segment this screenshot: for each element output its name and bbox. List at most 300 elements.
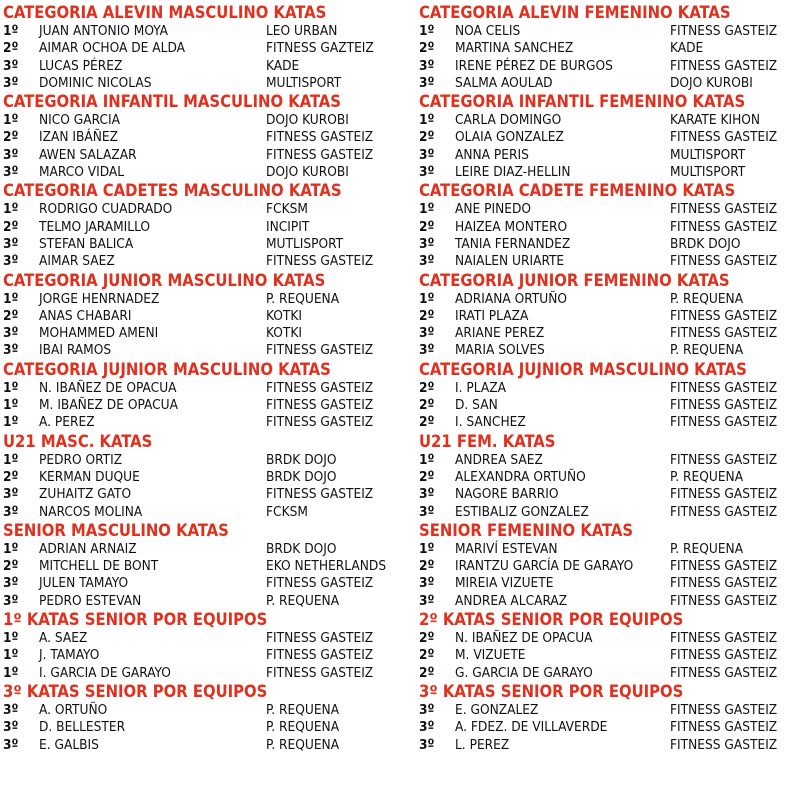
result-row — [3, 719, 403, 736]
club-name: KARATE KIHON — [670, 112, 761, 129]
club-name: FITNESS GAZTEIZ — [266, 40, 374, 57]
athlete-name: ADRIANA ORTUÑO — [455, 290, 567, 307]
placement: 2º — [419, 218, 435, 235]
athlete-name: E. GALBIS — [39, 736, 99, 753]
athlete-name: JORGE HENRNADEZ — [39, 290, 160, 307]
category-title: CATEGORIA CADETES MASCULINO KATAS — [3, 181, 342, 201]
club-name: FITNESS GASTEIZ — [266, 575, 374, 592]
placement: 1º — [3, 201, 19, 218]
club-name: FITNESS GASTEIZ — [266, 630, 374, 647]
result-row — [3, 129, 403, 146]
placement: 1º — [419, 112, 435, 129]
athlete-name: AIMAR SAEZ — [39, 253, 115, 270]
result-row — [3, 147, 403, 164]
club-name: FITNESS GASTEIZ — [670, 253, 778, 270]
athlete-name: OLAIA GONZALEZ — [455, 129, 564, 146]
category-title: CATEGORIA INFANTIL MASCULINO KATAS — [3, 92, 341, 112]
athlete-name: JUAN ANTONIO MOYA — [39, 23, 169, 39]
club-name: FITNESS GASTEIZ — [670, 57, 778, 74]
result-row — [419, 219, 799, 236]
placement: 2º — [419, 468, 435, 485]
category-title: SENIOR MASCULINO KATAS — [3, 520, 229, 540]
club-name: P. REQUENA — [670, 342, 744, 359]
placement: 3º — [419, 74, 435, 91]
result-row — [3, 236, 403, 253]
club-name: BRDK DOJO — [670, 235, 741, 252]
athlete-name: ANNA PERIS — [455, 146, 529, 163]
result-row — [3, 702, 403, 719]
placement: 3º — [3, 325, 19, 342]
club-name: FITNESS GASTEIZ — [670, 719, 778, 736]
right-results-column — [419, 3, 799, 754]
category-title: 3º KATAS SENIOR POR EQUIPOS — [419, 681, 684, 701]
category-title: U21 FEM. KATAS — [419, 431, 556, 451]
club-name: FITNESS GASTEIZ — [670, 592, 778, 609]
athlete-name: I. SANCHEZ — [455, 414, 526, 431]
placement: 2º — [419, 664, 435, 681]
category-title: CATEGORIA CADETE FEMENINO KATAS — [419, 181, 736, 201]
placement: 2º — [419, 414, 435, 431]
placement: 1º — [3, 647, 19, 664]
placement: 3º — [419, 342, 435, 359]
category-section — [3, 360, 403, 432]
club-name: FITNESS GASTEIZ — [670, 558, 778, 575]
result-row — [3, 201, 403, 218]
result-row — [3, 342, 403, 359]
athlete-name: MARCO VIDAL — [39, 164, 125, 181]
result-row — [419, 380, 799, 397]
result-row — [3, 23, 403, 40]
placement: 1º — [3, 379, 19, 396]
athlete-name: IRENE PÉREZ DE BURGOS — [455, 57, 613, 74]
placement: 3º — [3, 235, 19, 252]
result-row — [419, 397, 799, 414]
placement: 3º — [3, 486, 19, 503]
left-results-column — [3, 3, 403, 754]
club-name: BRDK DOJO — [266, 540, 337, 557]
result-row — [419, 504, 799, 521]
placement: 2º — [419, 40, 435, 57]
result-row — [3, 452, 403, 469]
placement: 3º — [419, 719, 435, 736]
result-row — [3, 469, 403, 486]
category-section — [3, 271, 403, 360]
athlete-name: A. ORTUÑO — [39, 701, 108, 718]
placement: 2º — [3, 468, 19, 485]
club-name: FITNESS GASTEIZ — [266, 647, 374, 664]
club-name: FITNESS GASTEIZ — [670, 23, 778, 39]
athlete-name: A. SAEZ — [39, 630, 88, 647]
result-row — [419, 236, 799, 253]
club-name: FITNESS GASTEIZ — [670, 414, 778, 431]
club-name: FITNESS GASTEIZ — [266, 397, 374, 414]
result-row — [3, 558, 403, 575]
club-name: FITNESS GASTEIZ — [670, 503, 778, 520]
result-row — [419, 129, 799, 146]
club-name: FITNESS GASTEIZ — [266, 129, 374, 146]
athlete-name: D. BELLESTER — [39, 719, 126, 736]
category-section — [3, 610, 403, 682]
athlete-name: KERMAN DUQUE — [39, 468, 140, 485]
placement: 3º — [3, 253, 19, 270]
result-row — [3, 308, 403, 325]
club-name: FITNESS GASTEIZ — [670, 736, 778, 753]
club-name: FITNESS GASTEIZ — [266, 414, 374, 431]
athlete-name: PEDRO ORTIZ — [39, 451, 123, 468]
result-row — [419, 147, 799, 164]
category-title: CATEGORIA JUJNIOR MASCULINO KATAS — [3, 359, 331, 379]
athlete-name: N. IBAÑEZ DE OPACUA — [39, 379, 177, 396]
athlete-name: CARLA DOMINGO — [455, 112, 562, 129]
club-name: FITNESS GASTEIZ — [670, 486, 778, 503]
athlete-name: JULEN TAMAYO — [39, 575, 129, 592]
athlete-name: MIREIA VIZUETE — [455, 575, 554, 592]
result-row — [419, 541, 799, 558]
category-title: CATEGORIA ALEVIN MASCULINO KATAS — [3, 3, 327, 22]
category-section — [3, 3, 403, 92]
club-name: P. REQUENA — [266, 701, 340, 718]
athlete-name: MITCHELL DE BONT — [39, 558, 159, 575]
placement: 1º — [3, 664, 19, 681]
athlete-name: HAIZEA MONTERO — [455, 218, 568, 235]
athlete-name: N. IBAÑEZ DE OPACUA — [455, 630, 593, 647]
club-name: DOJO KUROBI — [266, 112, 349, 129]
placement: 3º — [419, 486, 435, 503]
result-row — [3, 737, 403, 754]
club-name: FITNESS GASTEIZ — [266, 342, 374, 359]
result-row — [3, 541, 403, 558]
placement: 2º — [419, 647, 435, 664]
athlete-name: D. SAN — [455, 397, 498, 414]
category-section — [3, 682, 403, 754]
placement: 3º — [419, 253, 435, 270]
placement: 3º — [419, 592, 435, 609]
placement: 1º — [3, 451, 19, 468]
placement: 2º — [3, 40, 19, 57]
athlete-name: IRATI PLAZA — [455, 307, 529, 324]
club-name: LEO URBAN — [266, 23, 338, 39]
category-title: CATEGORIA JUJNIOR MASCULINO KATAS — [419, 359, 747, 379]
athlete-name: MARTINA SANCHEZ — [455, 40, 574, 57]
result-row — [419, 201, 799, 218]
category-section — [3, 521, 403, 610]
placement: 3º — [419, 575, 435, 592]
club-name: FITNESS GASTEIZ — [670, 397, 778, 414]
category-title: CATEGORIA JUNIOR MASCULINO KATAS — [3, 270, 326, 290]
club-name: FCKSM — [266, 201, 308, 218]
result-row — [419, 558, 799, 575]
athlete-name: A. FDEZ. DE VILLAVERDE — [455, 719, 608, 736]
result-row — [419, 308, 799, 325]
club-name: FITNESS GASTEIZ — [670, 575, 778, 592]
club-name: FITNESS GASTEIZ — [266, 664, 374, 681]
result-row — [419, 23, 799, 40]
placement: 3º — [3, 503, 19, 520]
placement: 2º — [419, 397, 435, 414]
club-name: FITNESS GASTEIZ — [670, 647, 778, 664]
result-row — [3, 380, 403, 397]
club-name: FITNESS GASTEIZ — [670, 379, 778, 396]
athlete-name: A. PEREZ — [39, 414, 95, 431]
placement: 3º — [3, 146, 19, 163]
club-name: P. REQUENA — [266, 592, 340, 609]
club-name: P. REQUENA — [670, 540, 744, 557]
placement: 2º — [3, 307, 19, 324]
category-title: 3º KATAS SENIOR POR EQUIPOS — [3, 681, 268, 701]
result-row — [419, 342, 799, 359]
athlete-name: L. PEREZ — [455, 736, 510, 753]
result-row — [3, 253, 403, 270]
athlete-name: IRANTZU GARCÍA DE GARAYO — [455, 558, 634, 575]
result-row — [419, 630, 799, 647]
placement: 2º — [419, 379, 435, 396]
category-section — [419, 3, 799, 92]
athlete-name: M. IBAÑEZ DE OPACUA — [39, 397, 178, 414]
club-name: EKO NETHERLANDS — [266, 558, 387, 575]
athlete-name: IBAI RAMOS — [39, 342, 112, 359]
result-row — [419, 452, 799, 469]
club-name: FITNESS GASTEIZ — [670, 701, 778, 718]
category-title: SENIOR FEMENINO KATAS — [419, 520, 634, 540]
result-row — [419, 575, 799, 592]
club-name: BRDK DOJO — [266, 468, 337, 485]
athlete-name: ARIANE PEREZ — [455, 325, 545, 342]
club-name: MUTLISPORT — [266, 235, 344, 252]
club-name: FITNESS GASTEIZ — [670, 325, 778, 342]
club-name: DOJO KUROBI — [670, 74, 753, 91]
result-row — [3, 414, 403, 431]
placement: 2º — [3, 129, 19, 146]
placement: 1º — [3, 23, 19, 39]
category-title: 1º KATAS SENIOR POR EQUIPOS — [3, 610, 268, 630]
category-title: CATEGORIA ALEVIN FEMENINO KATAS — [419, 3, 731, 22]
placement: 1º — [419, 451, 435, 468]
club-name: BRDK DOJO — [266, 451, 337, 468]
result-row — [3, 325, 403, 342]
placement: 1º — [3, 414, 19, 431]
athlete-name: IZAN IBÁÑEZ — [39, 129, 118, 146]
placement: 3º — [419, 503, 435, 520]
club-name: FITNESS GASTEIZ — [266, 146, 374, 163]
club-name: KOTKI — [266, 325, 302, 342]
athlete-name: ANDREA ALCARAZ — [455, 592, 568, 609]
result-row — [3, 665, 403, 682]
club-name: DOJO KUROBI — [266, 164, 349, 181]
placement: 3º — [3, 736, 19, 753]
category-section — [3, 181, 403, 270]
category-section — [419, 521, 799, 610]
result-row — [3, 397, 403, 414]
result-row — [419, 414, 799, 431]
result-row — [3, 75, 403, 92]
placement: 3º — [419, 235, 435, 252]
athlete-name: J. TAMAYO — [39, 647, 100, 664]
result-row — [419, 593, 799, 610]
athlete-name: AWEN SALAZAR — [39, 146, 137, 163]
club-name: FITNESS GASTEIZ — [670, 307, 778, 324]
athlete-name: STEFAN BALICA — [39, 235, 134, 252]
placement: 1º — [3, 290, 19, 307]
club-name: MULTISPORT — [670, 164, 746, 181]
category-section — [419, 92, 799, 181]
result-row — [3, 164, 403, 181]
club-name: FITNESS GASTEIZ — [670, 218, 778, 235]
placement: 2º — [419, 558, 435, 575]
club-name: FITNESS GASTEIZ — [266, 486, 374, 503]
athlete-name: DOMINIC NICOLAS — [39, 74, 152, 91]
placement: 3º — [3, 57, 19, 74]
category-section — [419, 432, 799, 521]
category-section — [3, 432, 403, 521]
result-row — [419, 40, 799, 57]
category-section — [419, 610, 799, 682]
club-name: P. REQUENA — [266, 719, 340, 736]
athlete-name: NARCOS MOLINA — [39, 503, 143, 520]
athlete-name: ANE PINEDO — [455, 201, 532, 218]
result-row — [419, 702, 799, 719]
athlete-name: LUCAS PÉREZ — [39, 57, 123, 74]
result-row — [419, 291, 799, 308]
placement: 2º — [3, 218, 19, 235]
result-row — [3, 291, 403, 308]
athlete-name: ZUHAITZ GATO — [39, 486, 132, 503]
result-row — [419, 58, 799, 75]
category-title: CATEGORIA JUNIOR FEMENINO KATAS — [419, 270, 730, 290]
result-row — [419, 665, 799, 682]
placement: 3º — [3, 575, 19, 592]
result-row — [419, 253, 799, 270]
placement: 1º — [3, 630, 19, 647]
athlete-name: PEDRO ESTEVAN — [39, 592, 142, 609]
result-row — [419, 737, 799, 754]
athlete-name: MARIA SOLVES — [455, 342, 545, 359]
placement: 3º — [419, 701, 435, 718]
result-row — [3, 504, 403, 521]
athlete-name: NAGORE BARRIO — [455, 486, 559, 503]
result-row — [3, 40, 403, 57]
club-name: FITNESS GASTEIZ — [670, 451, 778, 468]
placement: 3º — [419, 164, 435, 181]
athlete-name: I. GARCIA DE GARAYO — [39, 664, 171, 681]
category-section — [419, 360, 799, 432]
athlete-name: LEIRE DIAZ-HELLIN — [455, 164, 571, 181]
placement: 3º — [3, 164, 19, 181]
athlete-name: SALMA AOULAD — [455, 74, 553, 91]
result-row — [419, 112, 799, 129]
athlete-name: ADRIAN ARNAIZ — [39, 540, 137, 557]
placement: 2º — [419, 129, 435, 146]
placement: 3º — [419, 57, 435, 74]
placement: 3º — [3, 592, 19, 609]
club-name: MULTISPORT — [266, 74, 342, 91]
athlete-name: NICO GARCIA — [39, 112, 120, 129]
result-row — [419, 469, 799, 486]
placement: 3º — [3, 701, 19, 718]
club-name: FITNESS GASTEIZ — [670, 664, 778, 681]
result-row — [419, 647, 799, 664]
placement: 3º — [419, 736, 435, 753]
club-name: KOTKI — [266, 307, 302, 324]
placement: 2º — [419, 630, 435, 647]
club-name: FITNESS GASTEIZ — [670, 129, 778, 146]
placement: 2º — [419, 307, 435, 324]
placement: 3º — [3, 74, 19, 91]
athlete-name: RODRIGO CUADRADO — [39, 201, 173, 218]
category-section — [419, 682, 799, 754]
result-row — [419, 75, 799, 92]
club-name: FITNESS GASTEIZ — [266, 253, 374, 270]
athlete-name: ANDREA SAEZ — [455, 451, 543, 468]
placement: 1º — [3, 540, 19, 557]
club-name: P. REQUENA — [266, 736, 340, 753]
athlete-name: ESTIBALIZ GONZALEZ — [455, 503, 589, 520]
result-row — [3, 593, 403, 610]
placement: 3º — [419, 325, 435, 342]
athlete-name: ANAS CHABARI — [39, 307, 132, 324]
category-title: U21 MASC. KATAS — [3, 431, 153, 451]
placement: 1º — [3, 397, 19, 414]
club-name: INCIPIT — [266, 218, 310, 235]
athlete-name: TELMO JARAMILLO — [39, 218, 151, 235]
placement: 1º — [3, 112, 19, 129]
club-name: FITNESS GASTEIZ — [670, 201, 778, 218]
athlete-name: MARIVÍ ESTEVAN — [455, 540, 558, 557]
placement: 1º — [419, 540, 435, 557]
category-title: 2º KATAS SENIOR POR EQUIPOS — [419, 610, 684, 630]
club-name: FCKSM — [266, 503, 308, 520]
result-row — [3, 219, 403, 236]
club-name: KADE — [670, 40, 704, 57]
athlete-name: TANIA FERNANDEZ — [455, 235, 571, 252]
result-row — [3, 575, 403, 592]
club-name: KADE — [266, 57, 300, 74]
category-section — [419, 181, 799, 270]
result-row — [419, 164, 799, 181]
club-name: FITNESS GASTEIZ — [266, 379, 374, 396]
club-name: MULTISPORT — [670, 146, 746, 163]
placement: 1º — [419, 290, 435, 307]
athlete-name: NOA CELIS — [455, 23, 521, 39]
result-row — [3, 486, 403, 503]
result-row — [419, 325, 799, 342]
category-title: CATEGORIA INFANTIL FEMENINO KATAS — [419, 92, 746, 112]
result-row — [3, 58, 403, 75]
club-name: P. REQUENA — [670, 290, 744, 307]
athlete-name: I. PLAZA — [455, 379, 506, 396]
placement: 1º — [419, 201, 435, 218]
club-name: P. REQUENA — [266, 290, 340, 307]
placement: 3º — [3, 342, 19, 359]
placement: 3º — [3, 719, 19, 736]
athlete-name: E. GONZALEZ — [455, 701, 539, 718]
result-row — [419, 486, 799, 503]
category-section — [419, 271, 799, 360]
result-row — [3, 647, 403, 664]
athlete-name: M. VIZUETE — [455, 647, 526, 664]
athlete-name: ALEXANDRA ORTUÑO — [455, 468, 586, 485]
athlete-name: NAIALEN URIARTE — [455, 253, 565, 270]
result-row — [3, 112, 403, 129]
club-name: FITNESS GASTEIZ — [670, 630, 778, 647]
placement: 2º — [3, 558, 19, 575]
result-row — [3, 630, 403, 647]
category-section — [3, 92, 403, 181]
result-row — [419, 719, 799, 736]
athlete-name: MOHAMMED AMENI — [39, 325, 159, 342]
placement: 1º — [419, 23, 435, 39]
placement: 3º — [419, 146, 435, 163]
athlete-name: G. GARCIA DE GARAYO — [455, 664, 593, 681]
